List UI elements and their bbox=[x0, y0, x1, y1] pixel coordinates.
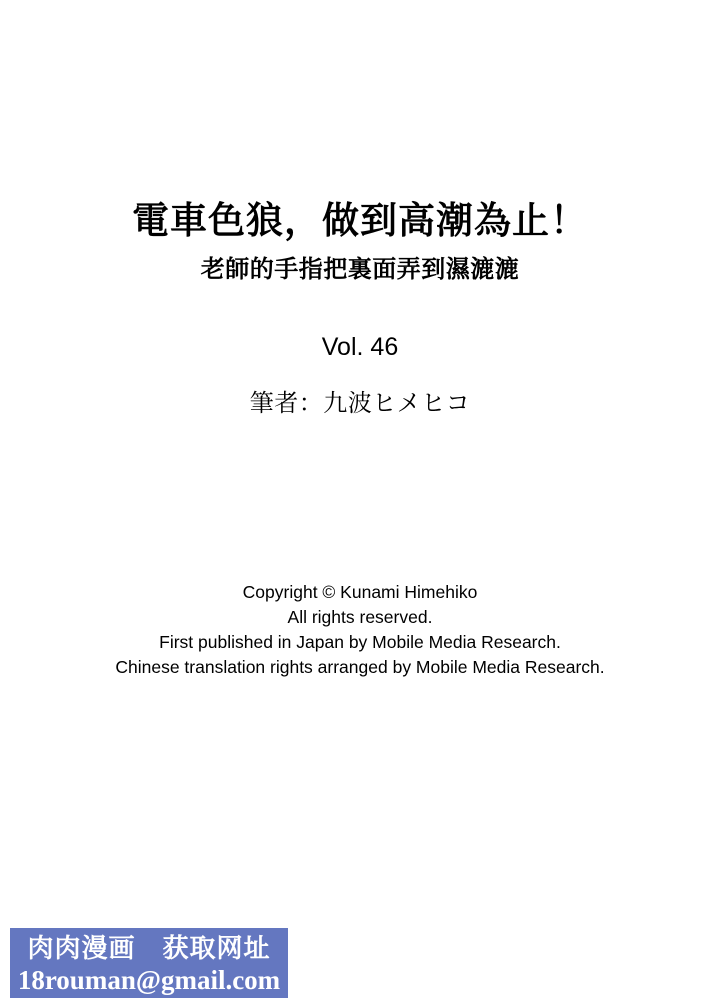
book-title: 電車色狼，做到高潮為止！ bbox=[132, 200, 588, 241]
copyright-line-publisher: First published in Japan by Mobile Media Research. bbox=[159, 632, 561, 652]
copyright-line-rights: All rights reserved. bbox=[287, 607, 433, 627]
book-subtitle: 老師的手指把裏面弄到濕漉漉 bbox=[200, 256, 520, 283]
copyright-line-translation: Chinese translation rights arranged by Mobile Media Research. bbox=[115, 657, 605, 677]
promo-email: 18rouman@gmail.com bbox=[17, 965, 281, 995]
copyright-line-holder: Copyright © Kunami Himehiko bbox=[242, 582, 478, 602]
translator-promo-box bbox=[10, 928, 288, 998]
volume-number: Vol. 46 bbox=[321, 333, 399, 361]
author-credit: 筆者：九波ヒメヒコ bbox=[249, 390, 471, 417]
promo-site-name: 肉肉漫画 获取网址 bbox=[27, 933, 271, 963]
copyright-block bbox=[0, 580, 720, 680]
